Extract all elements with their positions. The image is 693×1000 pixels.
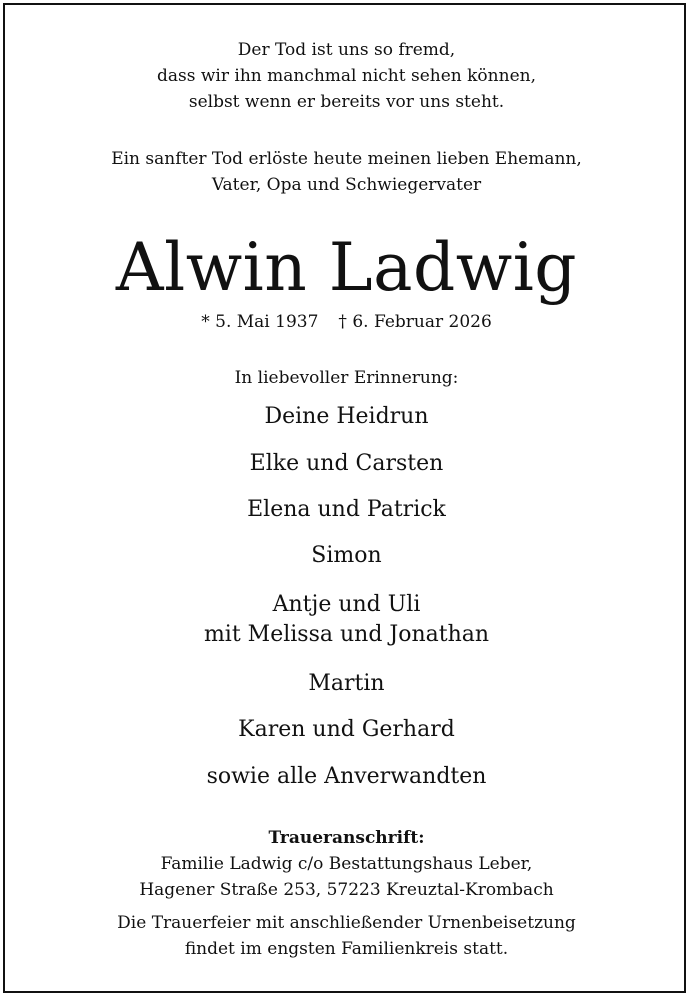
deceased-name: Alwin Ladwig: [115, 229, 578, 306]
memory-heading: In liebevoller Erinnerung:: [234, 368, 459, 388]
intro-line: Ein sanfter Tod erlöste heute meinen lieben Ehemann,: [111, 149, 582, 169]
mourner-line: Antje und Uli: [272, 592, 421, 617]
mourner-line: Elena und Patrick: [247, 497, 446, 522]
mourner-group: [0, 590, 693, 650]
mourner-line: Simon: [311, 543, 382, 568]
intro-line: Vater, Opa und Schwiegervater: [211, 175, 482, 195]
quote-line: Der Tod ist uns so fremd,: [237, 40, 456, 60]
mourner-line: Deine Heidrun: [264, 404, 429, 429]
ceremony-line: Die Trauerfeier mit anschließender Urnenbeisetzung: [117, 913, 576, 933]
quote-line: selbst wenn er bereits vor uns steht.: [188, 92, 505, 112]
address-block: [0, 825, 693, 903]
mourner-line: sowie alle Anverwandten: [206, 764, 487, 789]
birth-date: * 5. Mai 1937: [201, 312, 319, 332]
ceremony-block: [0, 910, 693, 962]
mourner-line: Elke und Carsten: [249, 451, 444, 476]
address-heading: Traueranschrift:: [268, 828, 425, 848]
address-line: Familie Ladwig c/o Bestattungshaus Leber,: [160, 854, 533, 874]
quote-line: dass wir ihn manchmal nicht sehen können,: [157, 66, 536, 86]
life-dates: [0, 309, 693, 335]
mourner-line: Martin: [308, 671, 385, 696]
intro-block: [0, 146, 693, 198]
death-date: † 6. Februar 2026: [338, 312, 492, 332]
mourner-line: mit Melissa und Jonathan: [203, 622, 490, 647]
quote-block: [0, 37, 693, 115]
ceremony-line: findet im engsten Familienkreis statt.: [184, 939, 509, 959]
mourner-line: Karen und Gerhard: [238, 717, 455, 742]
address-line: Hagener Straße 253, 57223 Kreuztal-Krombach: [139, 880, 554, 900]
